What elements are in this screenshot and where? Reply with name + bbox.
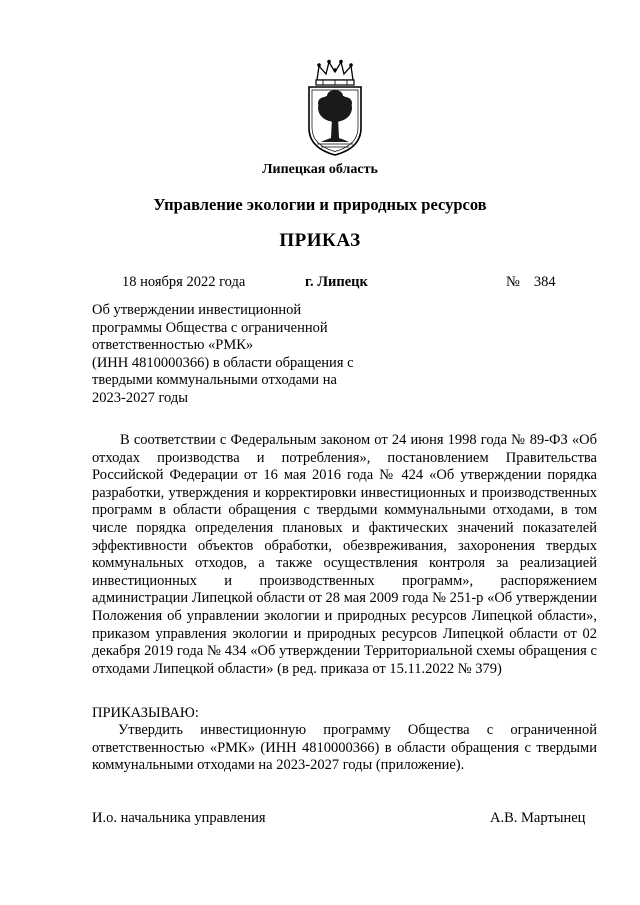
signatory-position: И.о. начальника управления <box>92 810 266 826</box>
order-paragraph: Утвердить инвестиционную программу Общества с ограниченной ответственностью «РМК» (ИНН 4810000366) в области обращения с твердыми коммунальными отходами на 2023-2027 годы (приложение). <box>92 722 597 774</box>
document-type: ПРИКАЗ <box>279 230 361 251</box>
document-city: г. Липецк <box>305 274 368 290</box>
subject-line: 2023-2027 годы <box>92 389 188 406</box>
number-value: 384 <box>533 274 556 290</box>
subject-line: Об утверждении инвестиционной <box>92 302 302 318</box>
region-name: Липецкая область <box>262 162 378 177</box>
subject-line: твердыми коммунальными отходами на <box>92 372 337 388</box>
subject-line: ответственностью «РМК» <box>92 337 254 353</box>
order-section <box>92 722 597 775</box>
subject-line: (ИНН 4810000366) в области обращения с <box>92 354 354 371</box>
document-subject <box>92 302 392 407</box>
document-date: 18 ноября 2022 года <box>122 274 246 290</box>
coat-of-arms-icon <box>295 58 375 158</box>
subject-line: программы Общества с ограниченной <box>92 319 328 336</box>
number-sign: № <box>506 274 520 290</box>
department-name: Управление экологии и природных ресурсов <box>153 195 487 214</box>
order-heading: ПРИКАЗЫВАЮ: <box>92 705 199 721</box>
body-paragraph: В соответствии с Федеральным законом от 24 июня 1998 года № 89-ФЗ «Об отходах производства и потребления», постановлением Правительства Российской Федерации от 16 мая 2016 года № 424 «Об утверждении порядка разработки, утверждения и корректировки инвестиционных и производственных программ в области обращения с твердыми коммунальными отходами, в том числе порядка определения плановых и фактических значений показателей эффективности объектов обработки, обезвреживания, захоронения твердых коммунальных отходов, а также осуществления контроля за реализацией инвестиционных и производственных программ», распоряжением администрации Липецкой области от 28 мая 2009 года № 251-р «Об утверждении Положения об управлении экологии и природных ресурсов Липецкой области», приказом управления экологии и природных ресурсов Липецкой области от 02 декабря 2019 года № 434 «Об утверждении Территориальной схемы обращения с отходами Липецкой области» (в ред. приказа от 15.11.2022 № 379) <box>92 432 597 677</box>
document-body <box>92 432 597 678</box>
document-number <box>506 274 556 291</box>
signatory-name: А.В. Мартынец <box>490 810 586 826</box>
